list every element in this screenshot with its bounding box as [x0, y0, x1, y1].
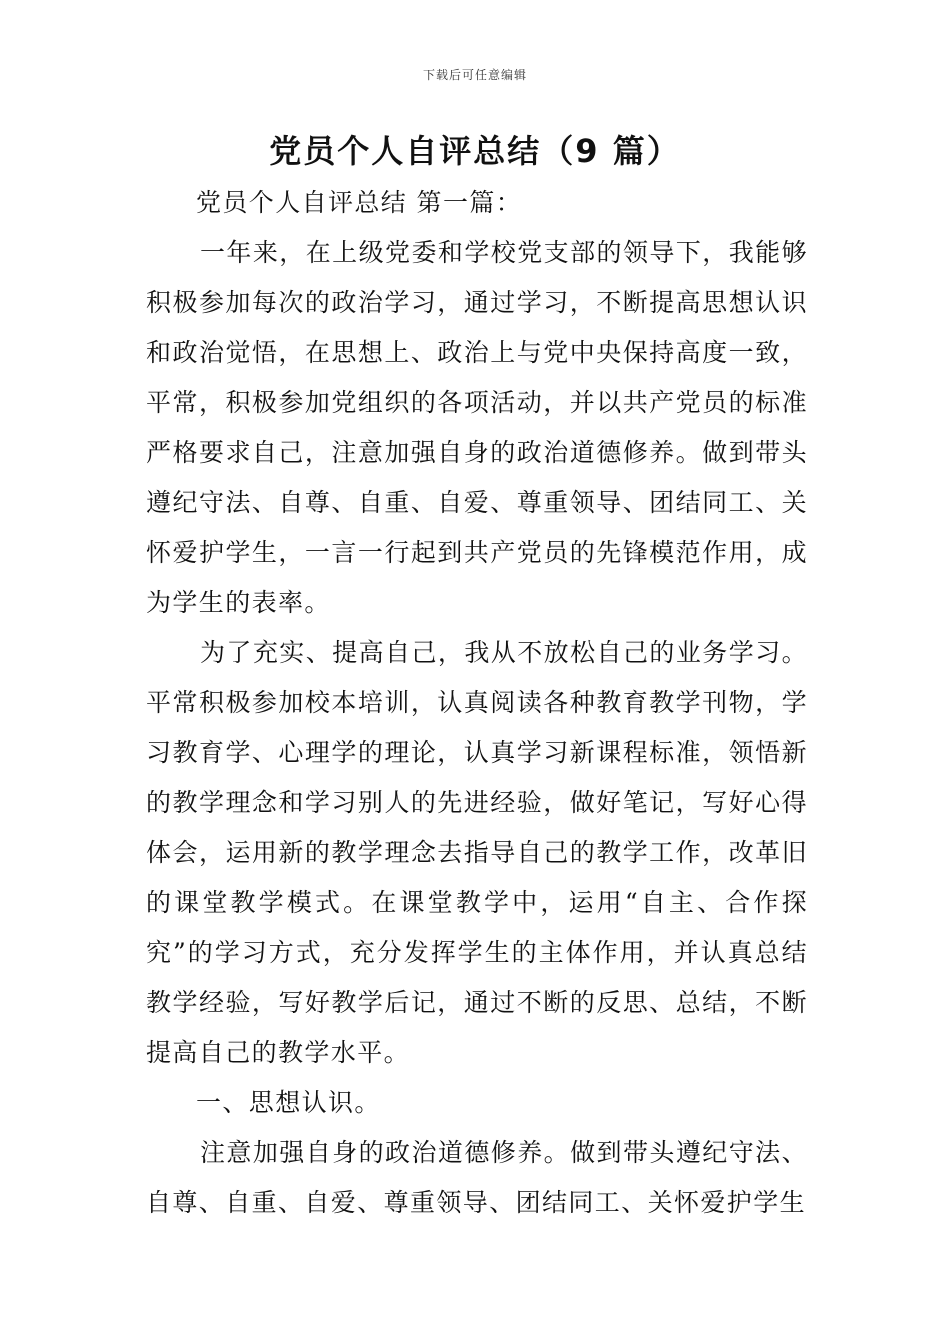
paragraph-1: 一年来，在上级党委和学校党支部的领导下，我能够积极参加每次的政治学习，通过学习，不断提高思想认识和政治觉悟，在思想上、政治上与党中央保持高度一致，平常，积极参加党组织的各项活动，并以共产党员的标准严格要求自己，注意加强自身的政治道德修养。做到带头遵纪守法、自尊、自重、自爱、尊重领导、团结同工、关怀爱护学生，一言一行起到共产党员的先锋模范作用，成为学生的表率。 — [146, 238, 808, 617]
document-title: 党员个人自评总结（9 篇） — [269, 132, 681, 170]
subheading-thought: 一、思想认识。 — [196, 1088, 381, 1117]
paragraph-2: 为了充实、提高自己，我从不放松自己的业务学习。平常积极参加校本培训，认真阅读各种教育教学刊物，学习教育学、心理学的理论，认真学习新课程标准，领悟新的教学理念和学习别人的先进经验，做好笔记，写好心得体会，运用新的教学理念去指导自己的教学工作，改革旧的课堂教学模式。在课堂教学中，运用“自主、合作探究”的学习方式，充分发挥学生的主体作用，并认真总结教学经验，写好教学后记，通过不断的反思、总结，不断提高自己的教学水平。 — [146, 638, 808, 1067]
section-heading: 党员个人自评总结 第一篇： — [196, 188, 523, 217]
header-note: 下载后可任意编辑 — [422, 68, 527, 82]
document-body — [146, 178, 808, 1228]
paragraph-3: 注意加强自身的政治道德修养。做到带头遵纪守法、自尊、自重、自爱、尊重领导、团结同工、关怀爱护学生 — [146, 1138, 808, 1217]
